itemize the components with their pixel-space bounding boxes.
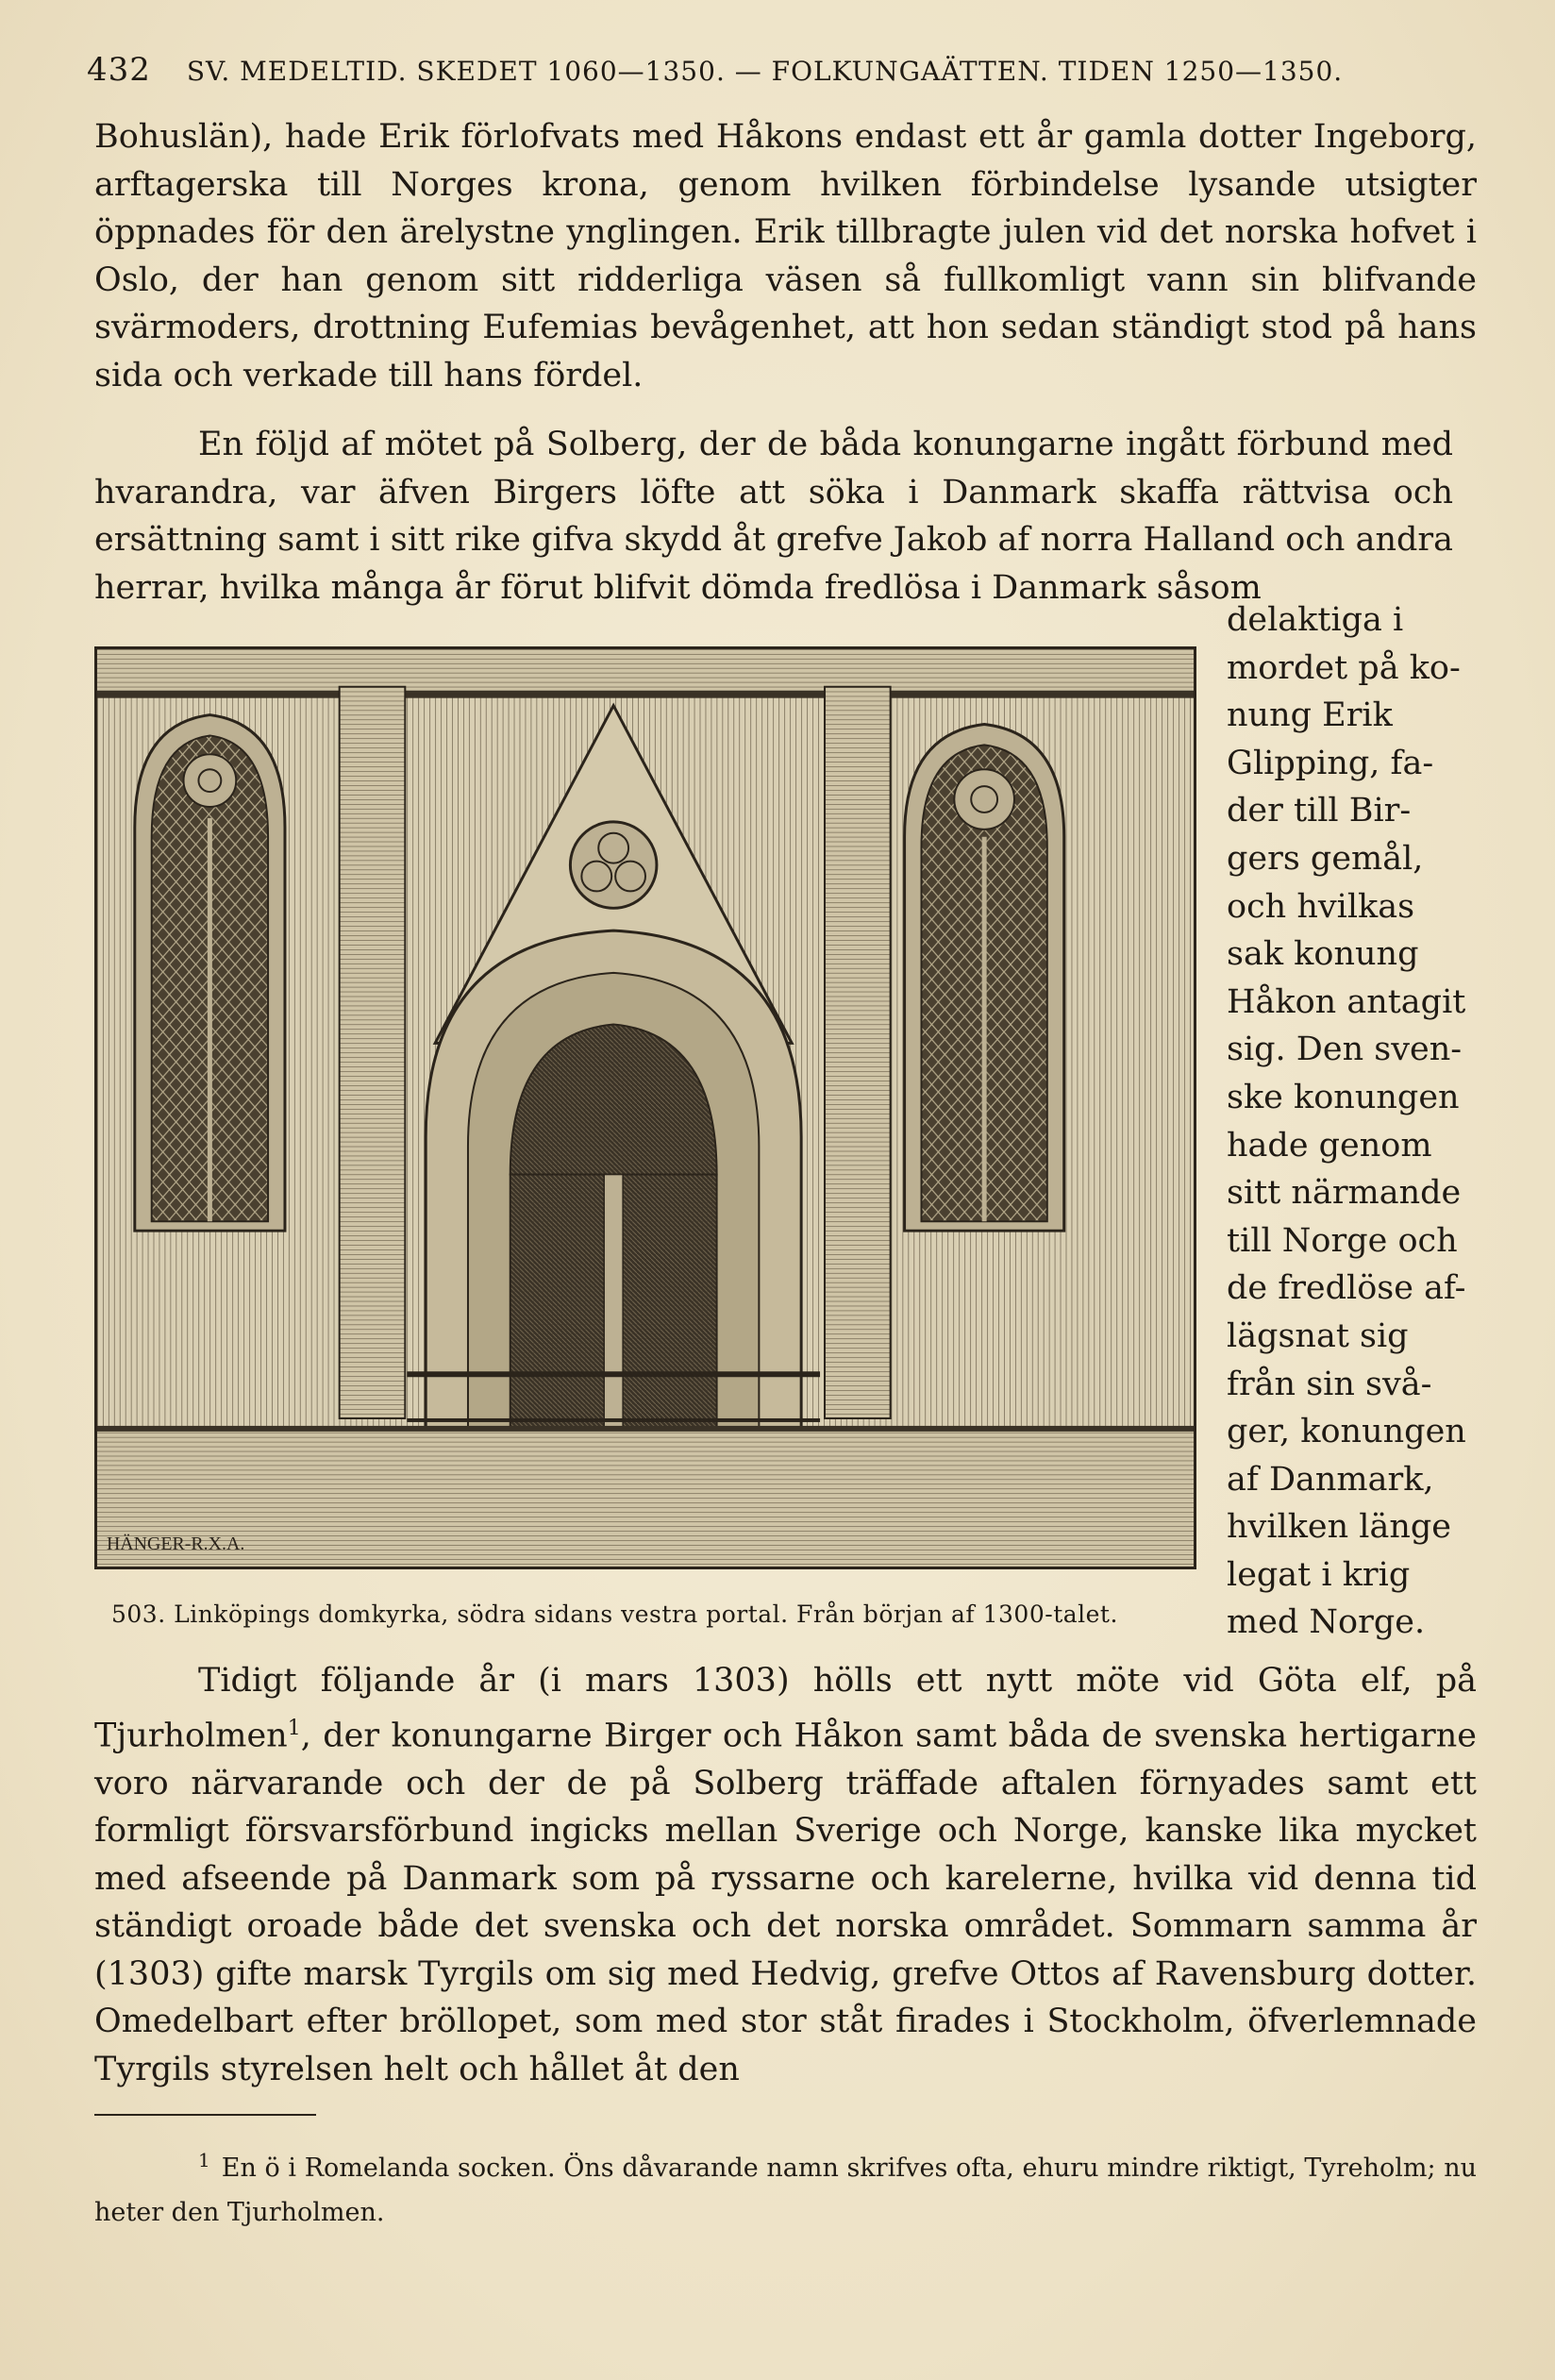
footnote-reference: 1 [287,1716,301,1740]
right-buttress [825,687,891,1418]
left-buttress [340,687,406,1418]
side-column-line: sitt närmande [1227,1174,1462,1213]
side-column-line: legat i krig [1227,1555,1411,1594]
side-column-line: de fredlöse af- [1227,1269,1466,1308]
side-column-line: gers gemål, [1227,839,1424,878]
side-column-line: hvilken länge [1227,1508,1452,1547]
footnote-text: En ö i Romelanda socken. Öns dåvarande namn skrifves ofta, ehuru mindre riktigt, Tyreholm; nu heter den Tjurholmen. [94,2154,1477,2227]
page-number: 432 [87,51,151,89]
paragraph-3-part-2: , der konungarne Birger och Håkon samt båda de svenska hertigarne voro närvarande och der de på Solberg träffade aftalen förnyades samt ett formligt försvarsförbund ingicks mellan Sverige och Norge, kanske lika mycket med afseende på Danmark som på ryssarne och karelerne, hvilka vid denna tid ständigt oroade både det svenska och det norska området. Sommarn samma år (1303) gifte marsk Tyrgils om sig med Hedvig, grefve Ottos af Ravensburg dotter. Omedelbart efter bröllopet, som med stor ståt firades i Stockholm, öfverlemnade Tyrgils styrelsen helt och hållet åt den [94,1717,1477,2088]
cathedral-portal-illustration [94,646,1196,1569]
side-column-line: hade genom [1227,1126,1432,1165]
engraver-signature: HÄNGER-R.X.A. [106,1534,245,1555]
figure-caption: 503. Linköpings domkyrka, södra sidans vestra portal. Från början af 1300-talet. [111,1601,1118,1628]
side-column-line: sig. Den sven- [1227,1031,1463,1069]
side-column-line: nung Erik [1227,696,1393,735]
side-column-line: af Danmark, [1227,1460,1434,1499]
paragraph-2-text: En följd af mötet på Solberg, der de båda konungarne ingått förbund med hvarandra, var äfven Birgers löfte att söka i Danmark skaffa rättvisa och ersättning samt i sitt rike gifva skydd åt grefve Jakob af norra Halland och andra herrar, hvilka många år förut blifvit dömda fredlösa i Danmark såsom [94,426,1453,607]
side-column-line: Håkon antagit [1227,982,1466,1021]
running-header [87,51,1474,89]
paragraph-1: Bohuslän), hade Erik förlofvats med Håkons endast ett år gamla dotter Ingeborg, arftagerska till Norges krona, genom hvilken förbindelse lysande utsigter öppnades för den ärelystne ynglingen. Erik tillbragte julen vid det norska hofvet i Oslo, der han genom sitt ridderliga väsen så fullkomligt vann sin blifvande svärmoders, drottning Eufemias bevågenhet, att hon sedan ständigt stod på hans sida och verkade till hans fördel. [94,118,1477,394]
side-column-line: der till Bir- [1227,792,1412,830]
ground [97,1428,1194,1567]
footnote-rule [94,2114,316,2116]
side-column-line: med Norge. [1227,1603,1426,1642]
side-column-line: ger, konungen [1227,1413,1466,1451]
side-column-line: lägsnat sig [1227,1316,1409,1355]
side-column-line: och hvilkas [1227,887,1415,926]
engraving-drawing [97,649,1194,1567]
paragraph-3 [94,1657,1477,2093]
side-column-line: till Norge och [1227,1221,1458,1260]
side-column-line: mordet på ko- [1227,648,1461,687]
side-column-line: sak konung [1227,935,1419,974]
side-column-line: från sin svå- [1227,1365,1432,1403]
paragraph-2 [94,421,1453,612]
side-column-line: delaktiga i [1227,601,1404,639]
footnote [94,2138,1477,2235]
side-column-text [1227,596,1470,1647]
running-title: SV. MEDELTID. SKEDET 1060—1350. — FOLKUNGAÄTTEN. TIDEN 1250—1350. [186,56,1344,87]
footnote-mark: 1 [198,2149,210,2171]
side-column-line: ske konungen [1227,1078,1460,1116]
side-column-line: Glipping, fa- [1227,744,1434,782]
paragraph-3-part-1: Tidigt följande år (i mars 1303) hölls ett nytt möte vid Göta elf, på Tjurholmen [94,1662,1477,1755]
cornice [97,649,1194,695]
